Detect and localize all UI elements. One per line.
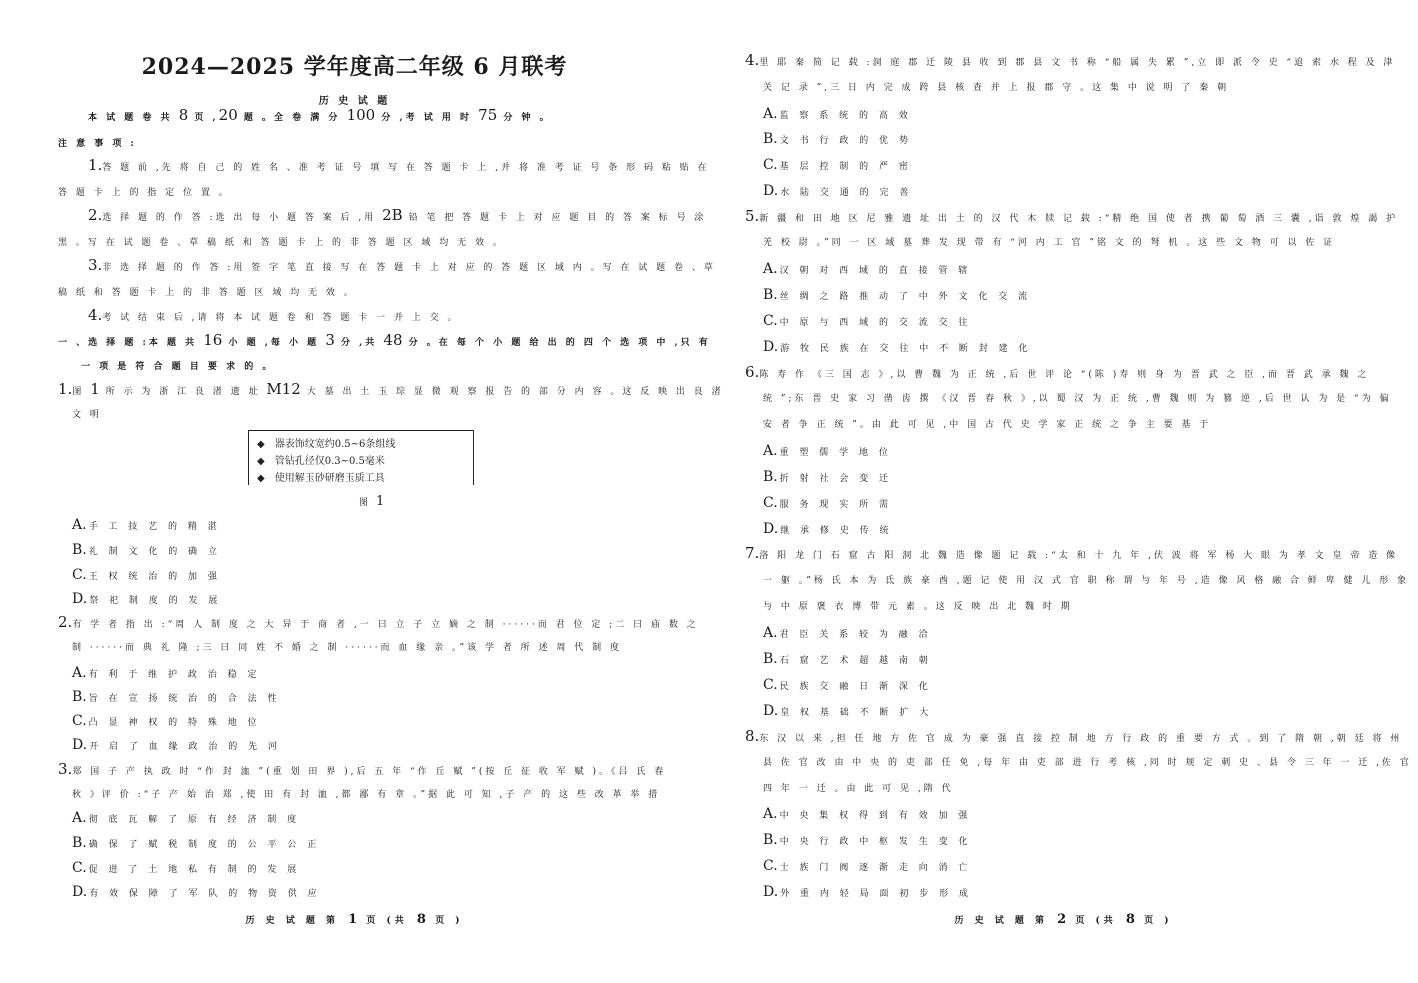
option-letter: D. bbox=[763, 521, 779, 537]
section-text: 一 、选 择 题 :本 题 共 bbox=[58, 338, 198, 348]
question-number: 4. bbox=[745, 51, 760, 69]
question-1 bbox=[58, 382, 724, 399]
question-text: 郑 国 子 产 执 政 时 “作 封 洫 ”(重 划 田 界 ),后 五 年 “作 丘 赋 ”(按 丘 征 收 军 赋 )。《吕 氏 春 bbox=[72, 767, 667, 777]
notice-text: 非 选 择 题 的 作 答 :用 签 字 笔 直 接 写 在 答 题 卡 上 对 应 的 答 题 区 域 内 。写 在 试 题 卷 、草 bbox=[102, 263, 716, 273]
option-letter: D. bbox=[763, 339, 779, 355]
footer-total: 8 bbox=[416, 912, 426, 927]
notice-heading: 注 意 事 项 : bbox=[58, 139, 137, 149]
question-5 bbox=[745, 209, 1398, 226]
option-text: 凸 显 神 权 的 特 殊 地 位 bbox=[88, 718, 261, 728]
question-number: 7. bbox=[745, 544, 760, 562]
section-text: 分 。在 每 个 小 题 给 出 的 四 个 选 项 中 ,只 有 bbox=[408, 338, 711, 348]
question-8-cont2: 四 年 一 迁 。由 此 可 见 ,隋 代 bbox=[763, 784, 954, 794]
option-letter: D. bbox=[763, 183, 779, 199]
option-text: 彻 底 瓦 解 了 原 有 经 济 制 度 bbox=[88, 815, 301, 825]
option-letter: C. bbox=[72, 860, 87, 876]
option-letter: B. bbox=[763, 131, 778, 147]
caption-number: 1 bbox=[376, 494, 385, 509]
question-1-cont: 文 明 bbox=[72, 410, 102, 420]
q3-option-a[interactable] bbox=[72, 810, 300, 828]
q5-option-b[interactable] bbox=[763, 287, 1031, 305]
question-text: 图 bbox=[72, 387, 85, 397]
diamond-bullet-icon: ◆ bbox=[257, 439, 265, 450]
q6-option-d[interactable] bbox=[763, 521, 893, 539]
q1-option-c[interactable] bbox=[72, 567, 221, 585]
q7-option-d[interactable] bbox=[763, 703, 932, 721]
option-letter: B. bbox=[72, 689, 87, 705]
notice-text: 铅 笔 把 答 题 卡 上 对 应 题 目 的 答 案 标 号 涂 bbox=[408, 213, 707, 223]
question-7-cont: 一 躯 。”杨 氏 本 为 氐 族 豪 酋 ,题 记 使 用 汉 式 官 职 称 谓 与 年 号 ,造 像 风 格 融 合 鲜 卑 健 儿 形 象 bbox=[763, 576, 1410, 586]
option-text: 士 族 门 阀 逐 渐 走 向 消 亡 bbox=[779, 863, 972, 873]
intro-text: 分 钟 。 bbox=[503, 113, 552, 123]
q2-option-a[interactable] bbox=[72, 665, 260, 683]
figure-item-text: 管钻孔径仅0.3~0.5毫米 bbox=[274, 456, 385, 467]
intro-pages: 8 bbox=[178, 106, 189, 124]
option-letter: B. bbox=[763, 469, 778, 485]
question-2 bbox=[58, 615, 699, 632]
footer-text: 页 ) bbox=[1144, 916, 1173, 926]
option-text: 游 牧 民 族 在 交 往 中 不 断 封 建 化 bbox=[780, 344, 1032, 354]
footer-text: 历 史 试 题 第 bbox=[954, 916, 1049, 926]
notice-item-3 bbox=[88, 258, 716, 275]
option-text: 君 臣 关 系 较 为 融 洽 bbox=[779, 630, 932, 640]
figure-item-text: 使用解玉砂研磨玉质工具 bbox=[274, 473, 385, 484]
q8-option-b[interactable] bbox=[763, 832, 972, 850]
option-text: 重 塑 儒 学 地 位 bbox=[779, 448, 892, 458]
option-text: 石 窟 艺 术 超 越 南 朝 bbox=[779, 656, 932, 666]
option-letter: D. bbox=[72, 591, 88, 607]
footer-page: 2 bbox=[1057, 912, 1067, 927]
question-4 bbox=[745, 53, 1395, 70]
option-text: 丝 绸 之 路 推 动 了 中 外 文 化 交 流 bbox=[779, 292, 1032, 302]
notice-item-4 bbox=[88, 308, 460, 325]
q4-option-b[interactable] bbox=[763, 131, 912, 149]
option-letter: C. bbox=[763, 495, 778, 511]
option-text: 有 利 于 维 护 政 治 稳 定 bbox=[88, 670, 261, 680]
q8-option-a[interactable] bbox=[763, 806, 971, 824]
intro-text: 题 。全 卷 满 分 bbox=[243, 113, 341, 123]
intro-text: 分 ,考 试 用 时 bbox=[381, 113, 473, 123]
question-number: 1. bbox=[58, 380, 73, 398]
option-text: 监 察 系 统 的 高 效 bbox=[779, 111, 912, 121]
option-text: 促 进 了 土 地 私 有 制 的 发 展 bbox=[88, 865, 301, 875]
option-letter: D. bbox=[763, 703, 779, 719]
intro-score: 100 bbox=[346, 106, 376, 124]
option-text: 中 央 行 政 中 枢 发 生 变 化 bbox=[779, 837, 972, 847]
question-8-cont: 县 佐 官 改 由 中 央 的 吏 部 任 免 ,每 年 由 吏 部 进 行 考 核 ,同 时 规 定 刺 史 、县 令 三 年 一 迁 ,佐 官 bbox=[763, 758, 1412, 768]
question-number: 5. bbox=[745, 207, 760, 225]
question-text: 所 示 为 浙 江 良 渚 遗 址 bbox=[105, 387, 261, 397]
option-letter: C. bbox=[72, 567, 87, 583]
q7-option-a[interactable] bbox=[763, 625, 932, 643]
option-letter: A. bbox=[763, 625, 778, 641]
question-text: 大 墓 出 土 玉 琮 显 微 观 察 报 告 的 部 分 内 容 。这 反 映 出 良 渚 bbox=[306, 387, 724, 397]
option-text: 开 启 了 血 缘 政 治 的 先 河 bbox=[89, 742, 281, 752]
option-letter: D. bbox=[72, 884, 88, 900]
q5-option-d[interactable] bbox=[763, 339, 1032, 357]
question-8 bbox=[745, 729, 1402, 746]
question-text: 东 汉 以 来 ,担 任 地 方 佐 官 成 为 豪 强 直 接 控 制 地 方 行 政 的 重 要 方 式 。到 了 隋 朝 ,朝 廷 将 州 bbox=[759, 734, 1403, 744]
q4-option-a[interactable] bbox=[763, 106, 912, 124]
option-text: 外 重 内 轻 局 面 初 步 形 成 bbox=[780, 889, 972, 899]
figure-1 bbox=[248, 430, 474, 485]
question-3 bbox=[58, 762, 666, 779]
q1-option-d[interactable] bbox=[72, 591, 221, 609]
section-each: 3 bbox=[325, 331, 335, 349]
notice-pencil: 2B bbox=[382, 206, 403, 224]
option-text: 旨 在 宣 扬 统 治 的 合 法 性 bbox=[88, 694, 281, 704]
option-letter: C. bbox=[763, 858, 778, 874]
question-5-cont: 羌 校 尉 。”同 一 区 域 墓 葬 发 现 带 有 “河 内 工 官 ”铭 文 的 弩 机 。这 些 文 物 可 以 佐 证 bbox=[763, 238, 1336, 248]
option-letter: C. bbox=[763, 313, 778, 329]
caption-text: 图 bbox=[359, 498, 369, 508]
question-6-cont2: 安 者 争 正 统 ”。由 此 可 见 ,中 国 古 代 史 学 家 正 统 之 争 主 要 基 于 bbox=[763, 420, 1212, 430]
footer-total: 8 bbox=[1125, 912, 1135, 927]
notice-text: 考 试 结 束 后 ,请 将 本 试 题 卷 和 答 题 卡 一 并 上 交 。 bbox=[102, 313, 460, 323]
question-3-cont: 秋 》评 价 :“子 产 始 治 郑 ,使 田 有 封 洫 ,都 鄙 有 章 。”据 此 可 知 ,子 产 的 这 些 改 革 举 措 bbox=[72, 790, 661, 800]
option-text: 汉 朝 对 西 域 的 直 接 管 辖 bbox=[779, 266, 972, 276]
q2-option-c[interactable] bbox=[72, 713, 261, 731]
exam-title: 2024—2025 学年度高二年级 6 月联考 bbox=[141, 54, 568, 80]
intro-text: 本 试 题 卷 共 bbox=[88, 113, 173, 123]
option-letter: C. bbox=[763, 157, 778, 173]
option-text: 王 权 统 治 的 加 强 bbox=[88, 572, 221, 582]
notice-item-number: 1. bbox=[88, 156, 103, 174]
option-letter: B. bbox=[763, 832, 778, 848]
notice-item-2 bbox=[88, 208, 706, 225]
question-7 bbox=[745, 546, 1398, 563]
question-text: 里 耶 秦 简 记 载 :洞 庭 郡 迁 陵 县 收 到 郡 县 文 书 称 “船 属 失 累 ”,立 即 派 令 史 “追 索 水 程 及 津 bbox=[759, 58, 1396, 68]
option-letter: B. bbox=[763, 287, 778, 303]
option-text: 基 层 控 制 的 严 密 bbox=[779, 162, 912, 172]
question-number: 3. bbox=[58, 760, 73, 778]
option-letter: B. bbox=[72, 542, 87, 558]
q2-option-b[interactable] bbox=[72, 689, 281, 707]
figure-item-text: 器表饰纹宽约0.5~6条组线 bbox=[274, 439, 396, 450]
option-text: 礼 制 文 化 的 确 立 bbox=[88, 547, 221, 557]
footer-text: 页 ) bbox=[435, 916, 464, 926]
option-letter: A. bbox=[72, 517, 87, 533]
option-text: 手 工 技 艺 的 精 湛 bbox=[88, 522, 221, 532]
notice-item-1 bbox=[88, 158, 710, 175]
option-text: 确 保 了 赋 税 制 度 的 公 平 公 正 bbox=[88, 840, 321, 850]
q7-option-c[interactable] bbox=[763, 677, 932, 695]
exam-page-2 bbox=[709, 0, 1418, 983]
notice-text: 答 题 前 ,先 将 自 己 的 姓 名 、准 考 证 号 填 写 在 答 题 卡 上 ,并 将 准 考 证 号 条 形 码 粘 贴 在 bbox=[102, 163, 710, 173]
option-letter: A. bbox=[763, 261, 778, 277]
question-2-cont: 制 ······而 典 礼 隆 ;三 曰 同 姓 不 婚 之 制 ······而 血 缘 亲 。”该 学 者 所 述 周 代 制 度 bbox=[72, 643, 622, 653]
footer-text: 页 (共 bbox=[366, 916, 408, 926]
diamond-bullet-icon: ◆ bbox=[257, 473, 265, 484]
option-text: 继 承 修 史 传 统 bbox=[780, 526, 893, 536]
exam-subject: 历 史 试 题 bbox=[318, 96, 391, 107]
question-4-cont: 关 记 录 ”,三 日 内 完 成 跨 县 核 查 并 上 报 郡 守 。这 集 中 说 明 了 秦 朝 bbox=[763, 83, 1230, 93]
exam-intro bbox=[88, 108, 552, 125]
question-6-cont: 统 ”;东 晋 史 家 习 凿 齿 撰 《汉 晋 春 秋 》,以 蜀 汉 为 正 统 ,曹 魏 则 为 篡 逆 ,后 世 认 为 是 “为 偏 bbox=[763, 394, 1392, 404]
question-text: 有 学 者 指 出 :“周 人 制 度 之 大 异 于 商 者 ,一 曰 立 子 立 嫡 之 制 ······而 君 位 定 ;二 曰 庙 数 之 bbox=[72, 620, 699, 630]
figure-caption bbox=[359, 494, 384, 509]
notice-text: 选 择 题 的 作 答 :选 出 每 小 题 答 案 后 ,用 bbox=[102, 213, 377, 223]
intro-minutes: 75 bbox=[478, 106, 498, 124]
option-letter: A. bbox=[72, 665, 87, 681]
notice-item-2-cont: 黑 。写 在 试 题 卷 、草 稿 纸 和 答 题 卡 上 的 非 答 题 区 域 均 无 效 。 bbox=[58, 238, 505, 248]
question-text: 陈 寿 作 《三 国 志 》,以 曹 魏 为 正 统 ,后 世 评 论 “(陈 )寿 则 身 为 晋 武 之 臣 ,而 晋 武 承 魏 之 bbox=[759, 370, 1370, 380]
question-number: 2. bbox=[58, 613, 73, 631]
q4-option-d[interactable] bbox=[763, 183, 912, 201]
q6-option-a[interactable] bbox=[763, 443, 892, 461]
notice-item-number: 2. bbox=[88, 206, 103, 224]
notice-item-3-cont: 稿 纸 和 答 题 卡 上 的 非 答 题 区 域 均 无 效 。 bbox=[58, 288, 356, 298]
option-text: 民 族 交 融 日 渐 深 化 bbox=[779, 682, 932, 692]
page-footer bbox=[0, 912, 709, 927]
option-letter: D. bbox=[72, 737, 88, 753]
tomb-id: M12 bbox=[266, 380, 301, 398]
question-6 bbox=[745, 365, 1369, 382]
q3-option-c[interactable] bbox=[72, 860, 300, 878]
footer-text: 页 (共 bbox=[1075, 916, 1117, 926]
option-letter: D. bbox=[763, 884, 779, 900]
section-count: 16 bbox=[203, 331, 223, 349]
figure-item bbox=[257, 435, 395, 450]
option-letter: C. bbox=[763, 677, 778, 693]
option-letter: A. bbox=[72, 810, 87, 826]
option-letter: B. bbox=[763, 651, 778, 667]
option-text: 中 央 集 权 得 到 有 效 加 强 bbox=[779, 811, 972, 821]
q4-option-c[interactable] bbox=[763, 157, 912, 175]
option-text: 服 务 现 实 所 需 bbox=[779, 500, 892, 510]
notice-item-1-cont: 答 题 卡 上 的 指 定 位 置 。 bbox=[58, 188, 231, 198]
question-text: 洛 阳 龙 门 石 窟 古 阳 洞 北 魏 造 像 题 记 载 :“太 和 十 九 年 ,伏 波 将 军 杨 大 眼 为 孝 文 皇 帝 造 像 bbox=[759, 551, 1399, 561]
q5-option-c[interactable] bbox=[763, 313, 971, 331]
option-text: 折 射 社 会 变 迁 bbox=[779, 474, 893, 484]
section-total: 48 bbox=[383, 331, 403, 349]
q6-option-c[interactable] bbox=[763, 495, 892, 513]
q8-option-d[interactable] bbox=[763, 884, 972, 902]
option-text: 有 效 保 障 了 军 队 的 物 资 供 应 bbox=[89, 889, 321, 899]
option-letter: C. bbox=[72, 713, 87, 729]
option-letter: A. bbox=[763, 443, 778, 459]
option-letter: B. bbox=[72, 835, 87, 851]
q3-option-d[interactable] bbox=[72, 884, 321, 902]
q1-option-b[interactable] bbox=[72, 542, 221, 560]
footer-text: 历 史 试 题 第 bbox=[245, 916, 340, 926]
option-letter: A. bbox=[763, 806, 778, 822]
page-footer bbox=[709, 912, 1418, 927]
q3-option-b[interactable] bbox=[72, 835, 320, 853]
figure-ref: 1 bbox=[90, 380, 100, 398]
option-text: 皇 权 基 础 不 断 扩 大 bbox=[780, 708, 933, 718]
figure-item bbox=[257, 452, 385, 467]
q8-option-c[interactable] bbox=[763, 858, 971, 876]
question-text: 新 疆 和 田 地 区 尼 雅 遗 址 出 土 的 汉 代 木 牍 记 载 :“精 绝 国 使 者 携 葡 萄 酒 三 囊 ,诣 敦 煌 謁 护 bbox=[759, 214, 1399, 224]
q7-option-b[interactable] bbox=[763, 651, 932, 669]
section-text: 分 ,共 bbox=[341, 338, 378, 348]
option-text: 中 原 与 西 域 的 交 流 交 往 bbox=[779, 318, 972, 328]
figure-item bbox=[257, 469, 385, 484]
diamond-bullet-icon: ◆ bbox=[257, 456, 265, 467]
question-7-cont2: 与 中 原 褒 衣 博 带 元 素 。这 反 映 出 北 魏 时 期 bbox=[763, 602, 1073, 612]
section-heading bbox=[58, 333, 711, 350]
question-number: 8. bbox=[745, 727, 760, 745]
section-heading-cont: 一 项 是 符 合 题 目 要 求 的 。 bbox=[81, 362, 275, 372]
option-text: 祭 祀 制 度 的 发 展 bbox=[89, 596, 222, 606]
option-letter: A. bbox=[763, 106, 778, 122]
intro-questions: 20 bbox=[218, 106, 238, 124]
option-text: 水 陆 交 通 的 完 善 bbox=[780, 188, 913, 198]
question-number: 6. bbox=[745, 363, 760, 381]
footer-page: 1 bbox=[348, 912, 358, 927]
q6-option-b[interactable] bbox=[763, 469, 892, 487]
option-text: 文 书 行 政 的 优 势 bbox=[779, 136, 912, 146]
intro-text: 页 , bbox=[194, 113, 219, 123]
q1-option-a[interactable] bbox=[72, 517, 221, 535]
q5-option-a[interactable] bbox=[763, 261, 971, 279]
notice-item-number: 3. bbox=[88, 256, 103, 274]
q2-option-d[interactable] bbox=[72, 737, 281, 755]
notice-item-number: 4. bbox=[88, 306, 103, 324]
section-text: 小 题 ,每 小 题 bbox=[228, 338, 320, 348]
